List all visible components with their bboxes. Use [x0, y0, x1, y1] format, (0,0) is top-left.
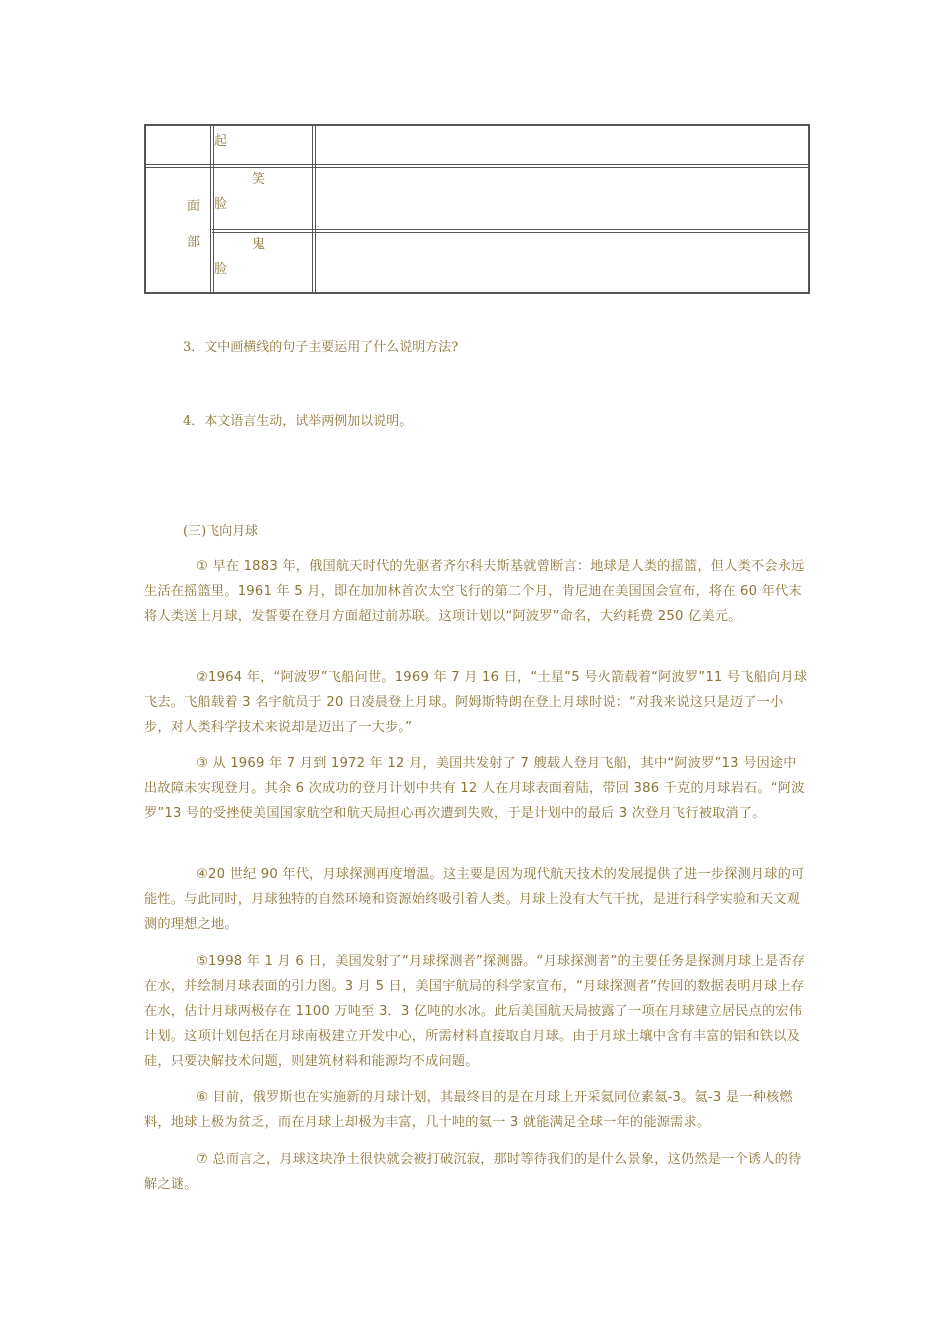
- answer-table: [144, 124, 810, 294]
- table-col-divider-4: [315, 126, 316, 292]
- paragraph-4: ④20 世纪 90 年代，月球探测再度增温。这主要是因为现代航天技术的发展提供了进一步探测月球的可能性。与此同时，月球独特的自然环境和资源始终吸引着人类。月球上没有大气干扰，是进行科学实验和天文观测的理想之地。: [144, 867, 805, 932]
- row3-label-bottom: 脸: [214, 262, 228, 277]
- section-title: (三)飞向月球: [183, 524, 259, 539]
- question-3: 3．文中画横线的句子主要运用了什么说明方法?: [183, 340, 459, 355]
- paragraph-6: ⑥ 目前，俄罗斯也在实施新的月球计划，其最终目的是在月球上开采氦同位素氦-3。氦-3 是一种核燃料，地球上极为贫乏，而在月球上却极为丰富，几十吨的氦一 3 就能满足全球一年的能源需求。: [144, 1090, 793, 1130]
- paragraph-2: ②1964 年，“阿波罗”飞船问世。1969 年 7 月 16 日，“土星”5 号火箭载着“阿波罗”11 号飞船向月球飞去。飞船载着 3 名宇航员于 20 日凌晨登上月球。阿姆斯特朗在登上月球时说：“对我来说这只是迈了一小步，对人类科学技术来说却是迈出了一大步。”: [144, 670, 808, 735]
- paragraph-3: ③ 从 1969 年 7 月到 1972 年 12 月，美国共发射了 7 艘载人登月飞船，其中“阿波罗”13 号因途中出故障未实现登月。其余 6 次成功的登月计划中共有 12 人在月球表面着陆，带回 386 千克的月球岩石。“阿波罗”13 号的受挫使美国国家航空和航天局担心再次遭到失败，于是计划中的最后 3 次登月飞行被取消了。: [144, 756, 805, 821]
- table-col-divider-1: [210, 126, 211, 292]
- paragraph-7: ⑦ 总而言之，月球这块净土很快就会被打破沉寂，那时等待我们的是什么景象，这仍然是一个诱人的待解之谜。: [144, 1152, 802, 1192]
- row2-label-bottom: 脸: [214, 197, 228, 212]
- group-label-bottom: 部: [187, 235, 201, 250]
- row3-label-top: 鬼: [252, 237, 266, 252]
- table-row-divider-1: [146, 164, 808, 165]
- question-4: 4．本文语言生动，试举两例加以说明。: [183, 414, 413, 429]
- paragraph-5: ⑤1998 年 1 月 6 日，美国发射了“月球探测者”探测器。“月球探测者”的主要任务是探测月球上是否存在水，并绘制月球表面的引力图。3 月 5 日，美国宇航局的科学家宣布，“月球探测者”传回的数据表明月球上存在水，估计月球两极存在 1100 万吨至 3．3 亿吨的水冰。此后美国航天局披露了一项在月球建立居民点的宏伟计划。这项计划包括在月球南极建立开发中心，所需材料直接取自月球。由于月球土壤中含有丰富的铝和铁以及硅，只要决解技术问题，则建筑材料和能源均不成问题。: [144, 954, 805, 1069]
- group-label-top: 面: [187, 199, 201, 214]
- table-col-divider-3: [312, 126, 313, 292]
- table-row-divider-2b: [212, 232, 808, 233]
- row2-label-top: 笑: [252, 172, 266, 187]
- table-row-divider-2: [212, 229, 808, 230]
- row1-label: 起: [214, 134, 228, 149]
- table-row-divider-1b: [146, 167, 808, 168]
- paragraph-1: ① 早在 1883 年，俄国航天时代的先驱者齐尔科夫斯基就曾断言：地球是人类的摇篮，但人类不会永远生活在摇篮里。1961 年 5 月，即在加加林首次太空飞行的第二个月，肯尼迪在美国国会宣布，将在 60 年代末将人类送上月球，发誓要在登月方面超过前苏联。这项计划以“阿波罗”命名，大约耗费 250 亿美元。: [144, 559, 805, 624]
